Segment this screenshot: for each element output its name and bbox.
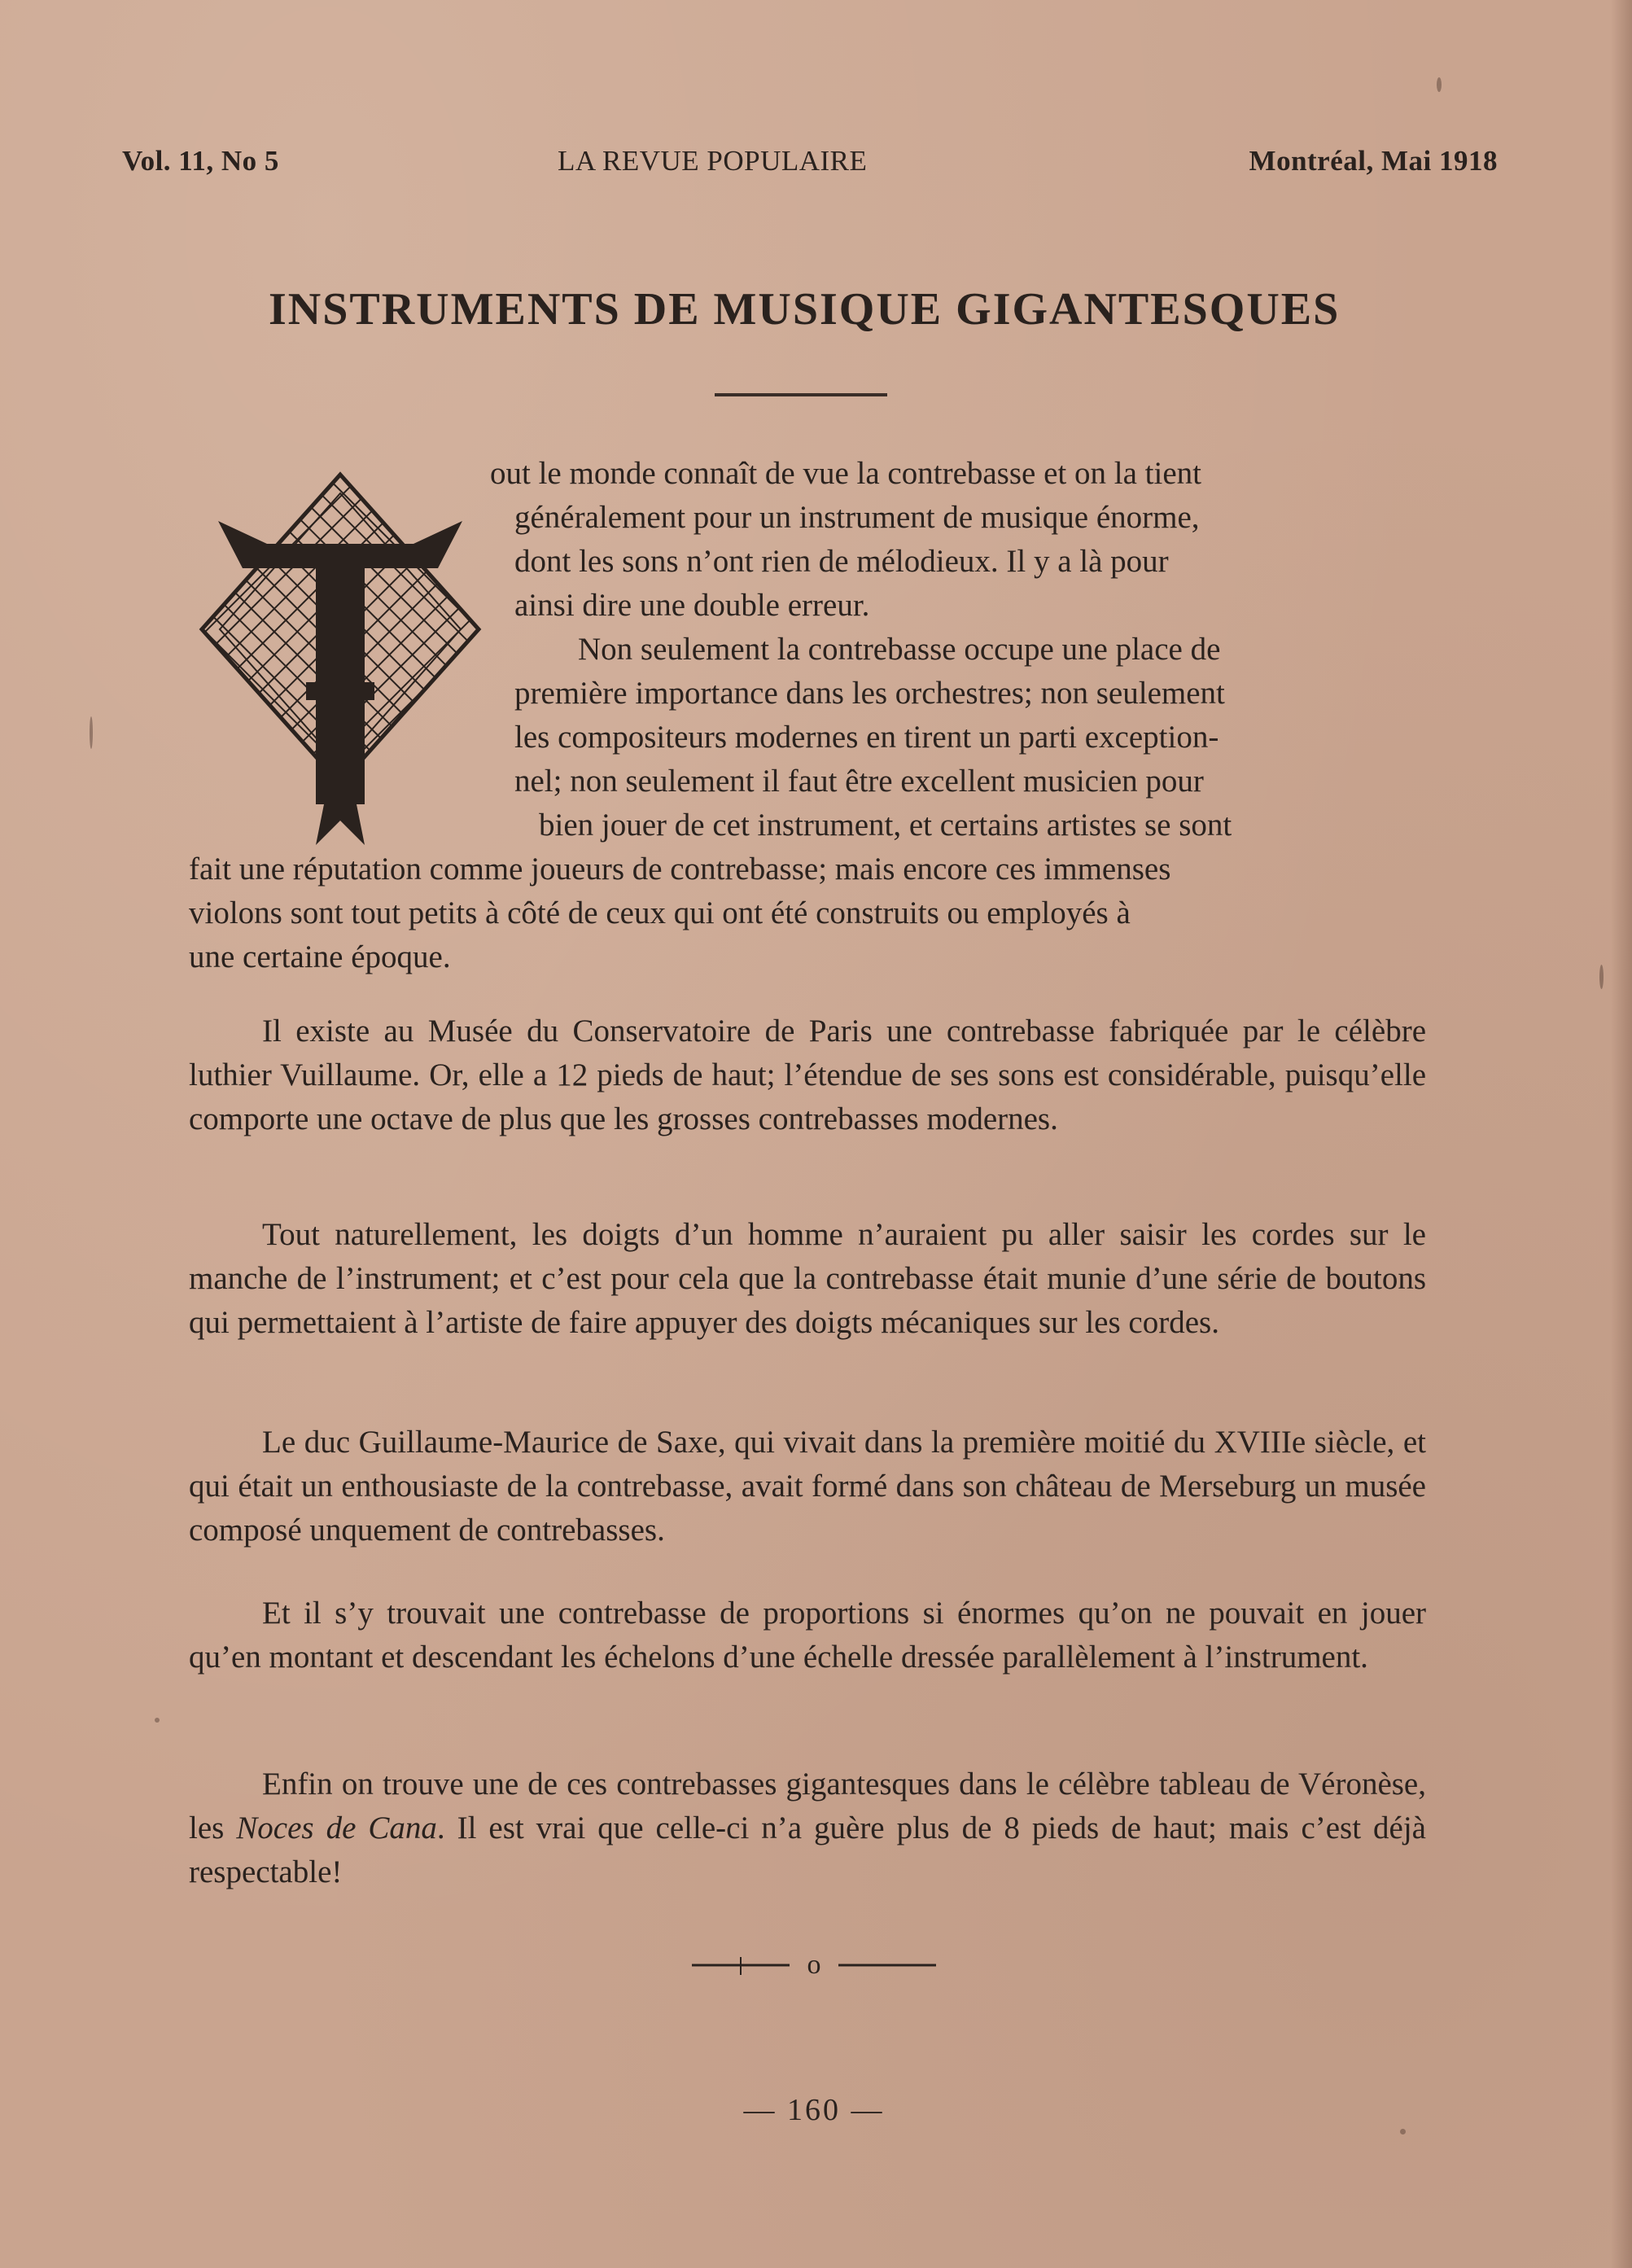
paper-speck xyxy=(1437,77,1442,92)
lead-line: une certaine époque. xyxy=(189,939,451,974)
end-ornament xyxy=(692,1951,936,1983)
title-rule xyxy=(715,393,887,396)
running-header xyxy=(122,145,1498,194)
place-date: Montréal, Mai 1918 xyxy=(1249,145,1498,177)
lead-line: Non seulement la contrebasse occupe une place de xyxy=(578,632,1221,667)
body-paragraph: Le duc Guillaume-Maurice de Saxe, qui vivait dans la première moitié du XVIIIe siècle, et qui était un enthousiaste de la contrebasse, avait formé dans son château de Merseburg un musée composé unquement de contrebasses. xyxy=(189,1425,1426,1548)
body-paragraph: Et il s’y trouvait une contrebasse de proportions si énormes qu’on ne pouvait en jouer qu’en montant et descendant les échelons d’une échelle dressée parallèlement à l’instrument. xyxy=(189,1596,1426,1675)
painting-title: Noces de Cana xyxy=(236,1810,437,1845)
body-paragraph: Tout naturellement, les doigts d’un homme n’auraient pu aller saisir les cordes sur le manche de l’instrument; et c’est pour cela que la contrebasse était munie d’une série de boutons qui permettaient à l’artiste de faire appuyer des doigts mécaniques sur les cordes. xyxy=(189,1217,1426,1340)
final-text-after: . Il est vrai que celle-ci n’a guère plus de 8 pieds de haut; mais c’est déjà respectable! xyxy=(189,1810,1426,1889)
lead-line: out le monde connaît de vue la contrebasse et on la tient xyxy=(490,456,1201,491)
lead-line: ainsi dire une double erreur. xyxy=(514,588,870,623)
volume-number: Vol. 11, No 5 xyxy=(122,145,279,177)
body-paragraph: Il existe au Musée du Conservatoire de Paris une contrebasse fabriquée par le célèbre luthier Vuillaume. Or, elle a 12 pieds de haut; l’étendue de ses sons est considérable, puisqu’elle comporte une octave de plus que les grosses contrebasses modernes. xyxy=(189,1014,1426,1136)
lead-line: généralement pour un instrument de musique énorme, xyxy=(514,500,1200,535)
dropcap-t-ornament xyxy=(194,471,487,853)
paper-speck xyxy=(1599,965,1604,989)
lead-line: nel; non seulement il faut être excellent musicien pour xyxy=(514,764,1204,799)
lead-line: fait une réputation comme joueurs de contrebasse; mais encore ces immenses xyxy=(189,852,1171,887)
paper-speck xyxy=(1400,2129,1406,2134)
final-text-before: Enfin on trouve une de ces contrebasses gigantesques dans le célèbre tableau de Véronèse, les xyxy=(189,1767,1426,1845)
lead-line: première importance dans les orchestres; non seulement xyxy=(514,676,1225,711)
article-title: INSTRUMENTS DE MUSIQUE GIGANTESQUES xyxy=(269,284,1341,335)
lead-line: les compositeurs modernes en tirent un parti exception- xyxy=(514,720,1219,755)
ornament-text: o xyxy=(807,1951,821,1980)
body-paragraph-final xyxy=(189,1762,1426,1894)
paper-speck xyxy=(90,716,93,749)
paper-speck xyxy=(155,1718,160,1723)
lead-line: violons sont tout petits à côté de ceux qui ont été construits ou employés à xyxy=(189,895,1131,930)
lead-line: bien jouer de cet instrument, et certains artistes se sont xyxy=(539,808,1232,843)
page-number: — 160 — xyxy=(743,2093,885,2127)
page-edge-shadow xyxy=(1611,0,1632,2268)
lead-line: dont les sons n’ont rien de mélodieux. Il y a là pour xyxy=(514,544,1169,579)
publication-name: LA REVUE POPULAIRE xyxy=(558,145,868,177)
